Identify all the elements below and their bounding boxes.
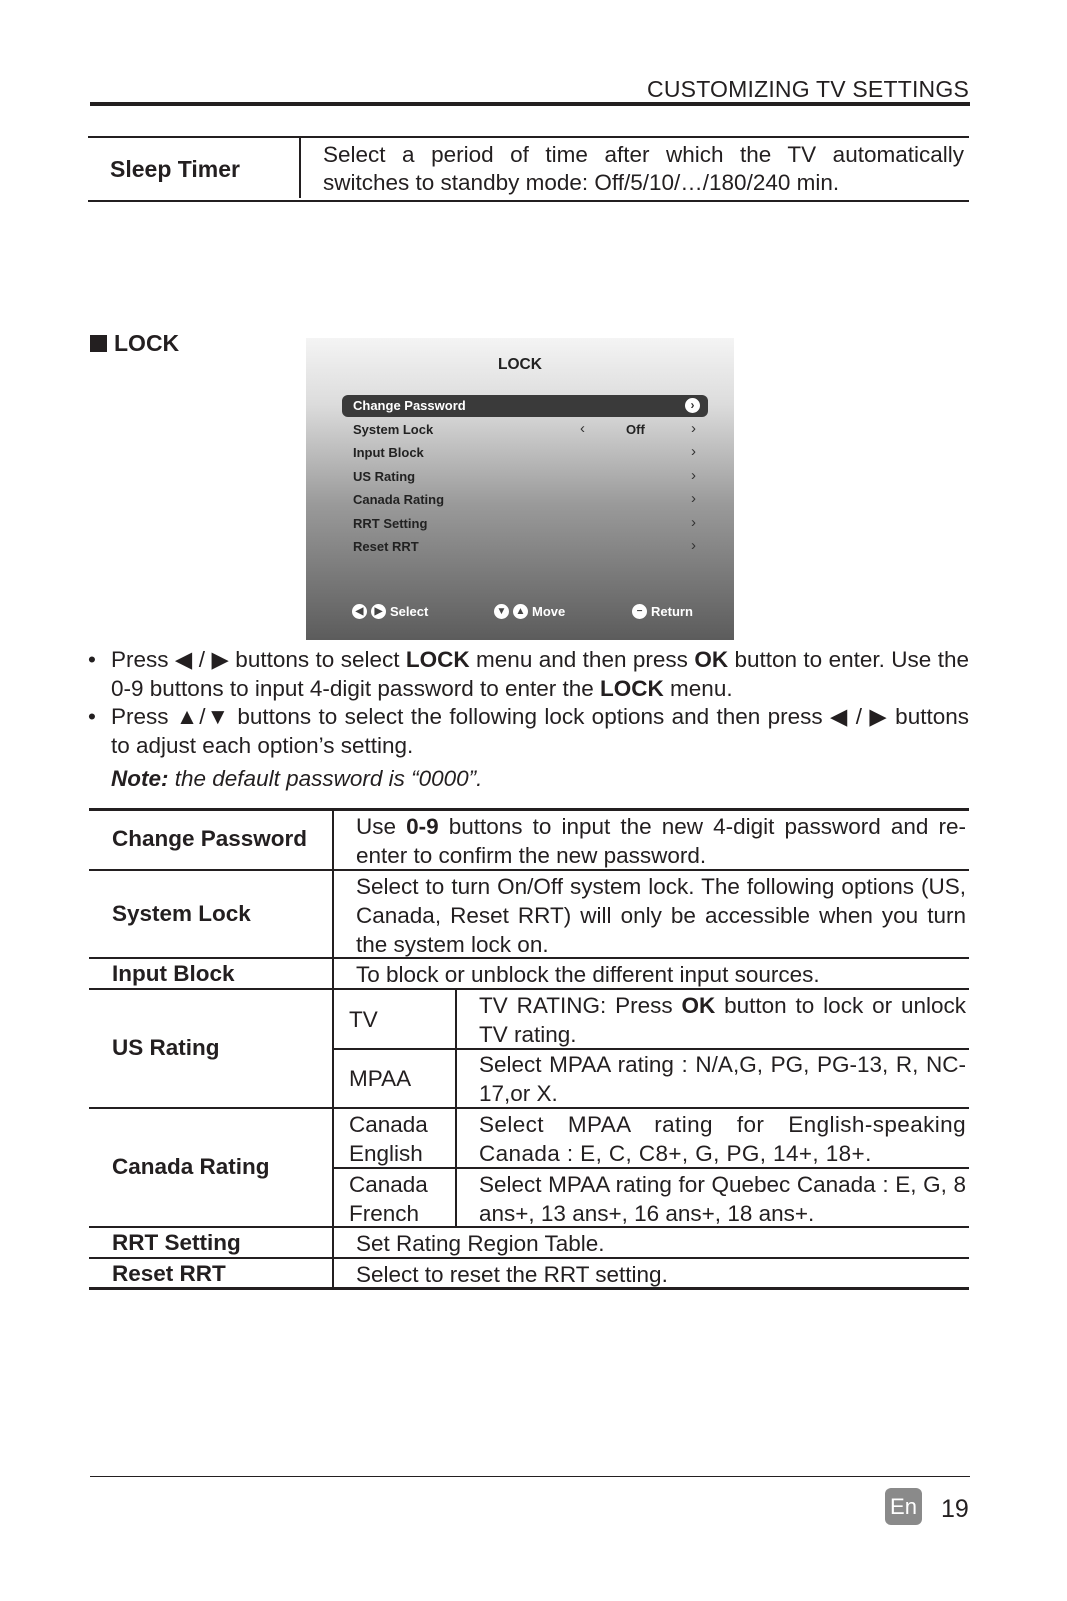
sleep-timer-description: Select a period of time after which the TV automatically switches to standby mode: Off/5/10/…/180/240 min. (323, 142, 964, 195)
chevron-left-icon[interactable]: ‹ (580, 420, 585, 437)
osd-footer-return (632, 604, 693, 619)
chevron-right-icon: › (691, 490, 696, 507)
chevron-right-circle-icon: › (685, 398, 700, 413)
canada-french-label: Canada French (349, 1172, 428, 1226)
chevron-right-icon: › (691, 467, 696, 484)
osd-footer-move-label: Move (532, 604, 566, 619)
lock-heading-text: LOCK (114, 330, 180, 356)
up-button-icon: ▲ (513, 604, 528, 619)
us-rating-mpaa-description: Select MPAA rating : N/A,G, PG, PG-13, R, NC-17,or X. (479, 1052, 966, 1106)
chevron-right-icon: › (691, 443, 696, 460)
osd-footer-move (494, 604, 565, 619)
system-lock-description: Select to turn On/Off system lock. The following options (US, Canada, Reset RRT) will only be accessible when you turn the system lock on. (356, 874, 966, 957)
rrt-setting-description: Set Rating Region Table. (356, 1231, 605, 1256)
osd-item-change-password[interactable] (342, 395, 708, 417)
osd-footer-return-label: Return (651, 604, 693, 619)
osd-item-value: Off (626, 422, 645, 437)
canada-rating-label: Canada Rating (112, 1154, 270, 1179)
osd-item-label: US Rating (353, 469, 416, 484)
header-rule (90, 102, 970, 106)
osd-item-rrt-setting[interactable] (342, 513, 708, 535)
system-lock-label: System Lock (112, 901, 251, 926)
osd-item-system-lock[interactable] (342, 419, 708, 441)
right-button-icon: ▶ (371, 604, 386, 619)
canada-french-description: Select MPAA rating for Quebec Canada : E, G, 8 ans+, 13 ans+, 16 ans+, 18 ans+. (479, 1172, 966, 1226)
osd-item-label: Reset RRT (353, 539, 419, 554)
osd-item-us-rating[interactable] (342, 466, 708, 488)
osd-item-label: Input Block (353, 445, 424, 460)
us-rating-label: US Rating (112, 1035, 220, 1060)
osd-footer-select-label: Select (390, 604, 429, 619)
sleep-timer-label: Sleep Timer (110, 156, 240, 182)
canada-english-description: Select MPAA rating for English-speaking Canada : E, C, C8+, G, PG, 14+, 18+. (479, 1112, 966, 1166)
change-password-description: Use 0-9 buttons to input the new 4-digit password and re-enter to confirm the new password. (356, 814, 966, 868)
reset-rrt-description: Select to reset the RRT setting. (356, 1262, 668, 1287)
osd-item-label: Change Password (353, 398, 466, 413)
bullet-icon: • (88, 704, 96, 729)
section-header: CUSTOMIZING TV SETTINGS (647, 76, 969, 102)
osd-item-reset-rrt[interactable] (342, 536, 708, 558)
column-divider (299, 138, 301, 198)
page-number: 19 (941, 1495, 969, 1523)
us-rating-tv-label: TV (349, 1007, 378, 1032)
down-button-icon: ▼ (494, 604, 509, 619)
us-rating-mpaa-label: MPAA (349, 1066, 412, 1091)
sleep-timer-table (88, 136, 969, 202)
instruction-bullet-1: • Press ◀ / ▶ buttons to select LOCK menu and then press OK button to enter. Use the 0-9 buttons to input 4-digit password to enter the LOCK menu. (88, 647, 970, 701)
bullet-icon: • (88, 647, 96, 672)
language-badge: En (885, 1488, 922, 1525)
return-button-icon: − (632, 604, 647, 619)
lock-heading (90, 330, 179, 357)
input-block-description: To block or unblock the different input sources. (356, 962, 820, 987)
note: Note: the default password is “0000”. (111, 766, 483, 791)
reset-rrt-label: Reset RRT (112, 1261, 226, 1286)
rrt-setting-label: RRT Setting (112, 1230, 241, 1255)
osd-item-canada-rating[interactable] (342, 489, 708, 511)
osd-title: LOCK (498, 356, 542, 373)
canada-english-label: Canada English (349, 1112, 428, 1166)
chevron-right-icon: › (691, 537, 696, 554)
footer-rule (90, 1476, 970, 1477)
square-bullet-icon (90, 335, 107, 352)
lock-options-table (89, 808, 969, 1290)
change-password-label: Change Password (112, 826, 308, 851)
instruction-bullet-2: • Press ▲/▼ buttons to select the following lock options and then press ◀ / ▶ buttons to adjust each option’s setting. (88, 704, 969, 758)
osd-item-label: Canada Rating (353, 492, 445, 507)
osd-footer-select (352, 604, 428, 619)
left-button-icon: ◀ (352, 604, 367, 619)
lock-menu-screenshot (306, 338, 734, 640)
input-block-label: Input Block (112, 961, 235, 986)
chevron-right-icon: › (691, 514, 696, 531)
osd-item-input-block[interactable] (342, 442, 708, 464)
osd-item-label: RRT Setting (353, 516, 428, 531)
chevron-right-icon[interactable]: › (691, 420, 696, 437)
us-rating-tv-description: TV RATING: Press OK button to lock or unlock TV rating. (479, 993, 966, 1047)
osd-item-label: System Lock (353, 422, 434, 437)
